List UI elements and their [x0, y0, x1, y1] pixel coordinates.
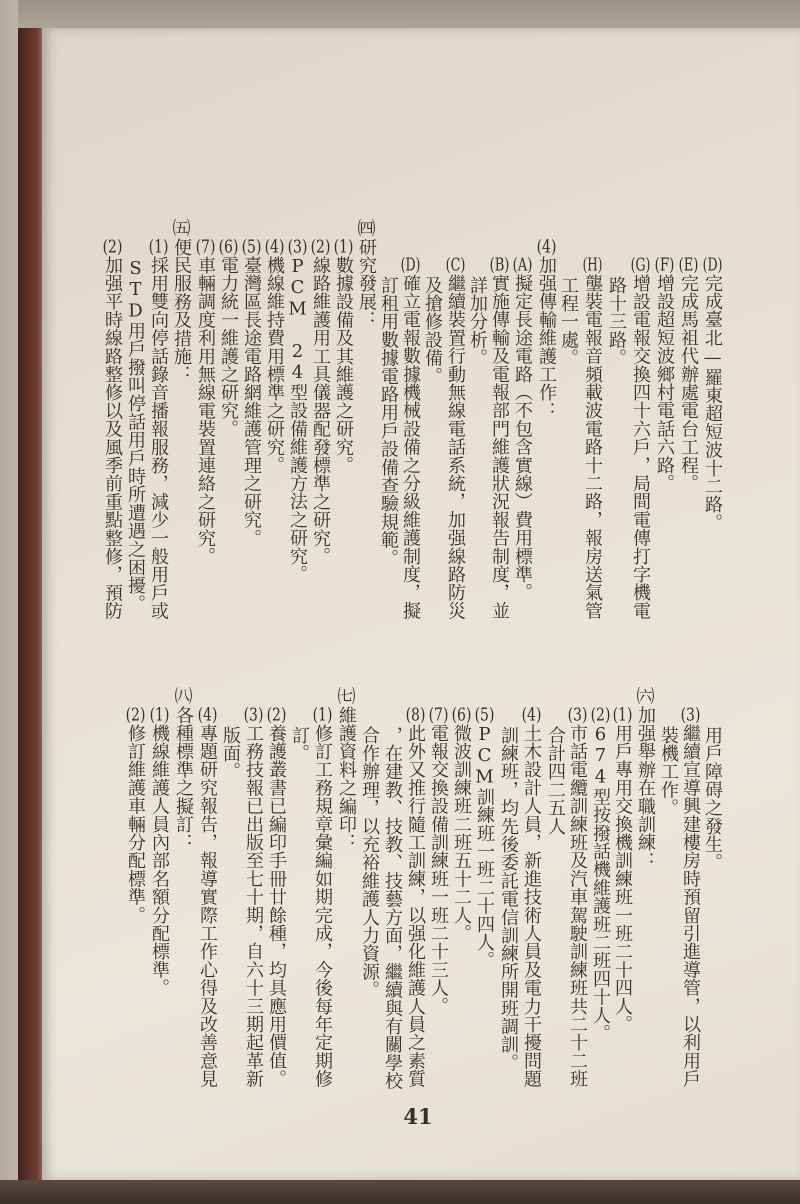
item-text: 採用雙向停話錄音播報服務，減少一般用戶或: [148, 256, 169, 620]
item-marker: (3): [287, 238, 308, 256]
list-item: [679, 706, 701, 1088]
item-marker: (E): [678, 256, 699, 274]
list-item: [677, 256, 699, 492]
list-item-continuation: 訓練班，均先後委託電信訓練所開班調訓。: [498, 726, 519, 1072]
item-marker: (6): [451, 706, 472, 724]
item-text: 繼續宣導興建樓房時預留引進導管，以利用戶: [680, 724, 701, 1088]
list-item-continuation: 工程一處。: [558, 276, 579, 367]
item-marker: (B): [489, 256, 510, 274]
list-item: [444, 256, 466, 620]
item-text: 機線維持費用標準之研究。: [264, 256, 285, 475]
item-text: 此外又推行隨工訓練，以强化維護人員之素質: [405, 724, 426, 1088]
item-text: 674型按撥話機維護班二班四十人。: [590, 724, 611, 1043]
item-marker: (7): [428, 706, 449, 724]
page-number: 41: [403, 1104, 433, 1129]
list-item-continuation: 詳加分析。: [467, 276, 488, 367]
list-item-continuation: 合作辦理，以充裕維護人力資源。: [359, 726, 380, 999]
section-marker: ㈤: [172, 220, 191, 238]
section-title: 便民服務及措施：: [171, 238, 192, 384]
item-marker: (5): [241, 238, 262, 256]
list-item: [286, 238, 308, 583]
list-item-continuation: 合計四二五人: [545, 726, 566, 836]
item-title: 加强傳輸維護工作：: [536, 256, 557, 420]
list-item: [217, 238, 239, 438]
section-heading: [355, 220, 377, 329]
item-marker: (2): [590, 706, 611, 724]
item-text: 數據設備及其維護之研究。: [333, 256, 354, 475]
list-item: [309, 238, 331, 565]
item-text: 養護叢書已編印手冊廿餘種，均具應用價值。: [266, 724, 287, 1088]
item-text: 完成臺北—羅東超短波十二路。: [702, 274, 723, 532]
photo-background-top: [0, 0, 800, 30]
item-marker: (C): [445, 256, 466, 274]
item-text: 增設超短波鄉村電話六路。: [654, 274, 675, 493]
item-text: 專題研究報告，報導實際工作心得及改善意見: [197, 724, 218, 1088]
list-item: [124, 706, 146, 924]
list-item: [265, 706, 287, 1088]
list-item: [101, 238, 123, 620]
item-marker: (2): [102, 238, 123, 256]
list-item: [473, 706, 495, 970]
list-item: [399, 256, 421, 620]
photo-background-left: [0, 0, 18, 1204]
item-text: 繼續裝置行動無線電話系統，加强線路防災: [445, 274, 466, 620]
section-title: 研究發展：: [356, 238, 377, 329]
item-marker: (4): [521, 706, 542, 724]
section-marker: ㈥: [636, 688, 655, 706]
item-marker: (G): [630, 256, 651, 274]
item-marker: (3): [243, 706, 264, 724]
item-marker: (1): [333, 238, 354, 256]
item-marker: (1): [612, 706, 633, 724]
list-item-heading: [535, 238, 557, 420]
item-marker: (D): [702, 256, 723, 274]
item-text: 車輛調度利用無線電裝置連絡之研究。: [195, 256, 216, 566]
item-text: 增設電報交換四十六戶，局間電傳打字機電: [630, 274, 651, 620]
list-item: [427, 706, 449, 1015]
section-heading: [172, 688, 194, 852]
list-item: [653, 256, 675, 492]
item-text: 機線維護人員內部名額分配標準。: [149, 724, 170, 997]
list-item-continuation: 路十三路。: [606, 276, 627, 367]
list-item-continuation: 及搶修設備。: [422, 276, 443, 386]
section-heading: [335, 688, 357, 852]
section-heading: [634, 688, 656, 870]
list-item: [242, 706, 264, 1088]
item-text: 擬定長途電路（不包含實線）費用標準。: [512, 274, 533, 602]
item-marker: (A): [512, 256, 533, 274]
item-text: 臺灣區長途電路網維護管理之研究。: [241, 256, 262, 548]
list-item: [196, 706, 218, 1088]
section-marker: ㈣: [357, 220, 376, 238]
list-item: [194, 238, 216, 565]
item-marker: (4): [197, 706, 218, 724]
list-item: [511, 256, 533, 602]
list-item: [629, 256, 651, 620]
item-marker: (7): [195, 238, 216, 256]
item-marker: (F): [654, 256, 675, 274]
photo-background-bottom: [0, 1180, 800, 1204]
item-marker: (2): [310, 238, 331, 256]
section-title: 維護資料之編印：: [336, 706, 357, 852]
item-marker: (H): [582, 256, 603, 274]
list-item-continuation: 訂租用數據電路用戶設備查驗規範。: [378, 276, 399, 568]
list-item-continuation: STD用戶撥叫停話用戶時所遭遇之困擾。: [125, 258, 146, 613]
list-item: [589, 706, 611, 1042]
item-text: 實施傳輸及電報部門維護狀況報告制度，並: [489, 274, 510, 620]
item-text: 完成馬祖代辦處電台工程。: [678, 274, 699, 493]
item-text: 確立電報數據機械設備之分級維護制度，擬: [400, 274, 421, 620]
item-marker: (1): [149, 706, 170, 724]
item-text: 用戶專用交換機訓練班一班二十四人。: [612, 724, 633, 1034]
section-heading: [170, 220, 192, 384]
item-text: 電力統一維護之研究。: [218, 256, 239, 438]
list-item: [566, 706, 588, 1088]
item-text: PCM 24型設備維護方法之研究。: [287, 256, 308, 584]
item-text: 加强平時線路整修以及風季前重點整修，預防: [102, 256, 123, 620]
item-text: 土木設計人員，新進技術人員及電力干擾問題: [521, 724, 542, 1088]
item-marker: (3): [567, 706, 588, 724]
list-item: [488, 256, 510, 620]
list-item-continuation: 裝機工作。: [658, 726, 679, 817]
item-marker: (1): [148, 238, 169, 256]
list-item-continuation: 用戶障碍之發生。: [702, 726, 723, 872]
item-text: 修訂工務規章彙編如期完成，今後每年定期修: [312, 724, 333, 1088]
list-item: [404, 706, 426, 1088]
item-marker: (4): [536, 238, 557, 256]
item-text: 市話電纜訓練班及汽車駕駛訓練班共二十二班: [567, 724, 588, 1088]
item-marker: (1): [312, 706, 333, 724]
section-title: 各種標準之擬訂：: [173, 706, 194, 852]
item-text: 微波訓練班二班五十二人。: [451, 724, 472, 943]
list-item: [263, 238, 285, 474]
item-text: 電報交換設備訓練班一班二十三人。: [428, 724, 449, 1016]
list-item: [581, 256, 603, 620]
list-item: [148, 706, 170, 997]
item-text: 修訂維護車輛分配標準。: [125, 724, 146, 925]
item-marker: (8): [405, 706, 426, 724]
list-item: [147, 238, 169, 620]
list-item-continuation: 版面。: [220, 726, 241, 781]
list-item-continuation: 訂。: [289, 726, 310, 763]
item-text: 工務技報已出版至七十期，自六十三期起革新: [243, 724, 264, 1088]
list-item: [240, 238, 262, 547]
item-text: PCM訓練班一班二十四人。: [474, 724, 495, 970]
item-marker: (D): [400, 256, 421, 274]
list-item: [311, 706, 333, 1088]
list-item: [332, 238, 354, 474]
list-item: [450, 706, 472, 942]
book-spine: [18, 28, 42, 1180]
item-marker: (6): [218, 238, 239, 256]
item-marker: (2): [125, 706, 146, 724]
item-text: 壟裝電報音頻載波電路十二路，報房送氣管: [582, 274, 603, 620]
section-title: 加强舉辦在職訓練：: [635, 706, 656, 870]
item-marker: (2): [266, 706, 287, 724]
list-item: [701, 256, 723, 532]
item-marker: (5): [474, 706, 495, 724]
list-item: [520, 706, 542, 1088]
item-marker: (3): [680, 706, 701, 724]
section-marker: ㈦: [337, 688, 356, 706]
list-item: [611, 706, 633, 1033]
item-text: 線路維護用工具儀器配發標準之研究。: [310, 256, 331, 566]
section-marker: ㈧: [174, 688, 193, 706]
list-item-continuation: ，在建教、技教、技藝方面，繼續與有關學校: [382, 726, 403, 1090]
item-marker: (4): [264, 238, 285, 256]
